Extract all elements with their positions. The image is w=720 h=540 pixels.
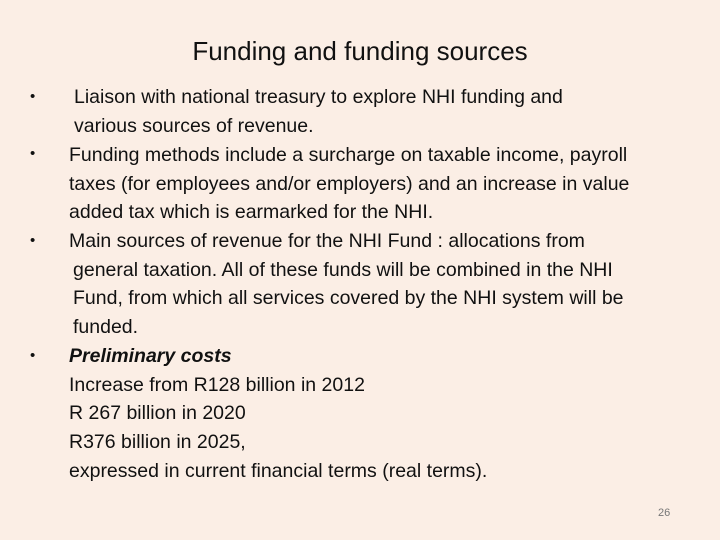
bullet-line: Main sources of revenue for the NHI Fund : allocations from xyxy=(69,230,585,252)
bullet-line: various sources of revenue. xyxy=(74,114,314,137)
bullet-line: Liaison with national treasury to explore NHI funding and xyxy=(74,86,563,108)
page-number: 26 xyxy=(658,507,671,519)
bullet-marker: • xyxy=(30,145,36,162)
bullet-line: funded. xyxy=(73,316,139,339)
bullet-text xyxy=(74,83,563,140)
bullet-line: R 267 billion in 2020 xyxy=(69,402,246,425)
bullet-marker: • xyxy=(30,232,36,249)
bullet-marker: • xyxy=(30,88,36,105)
bullet-marker: • xyxy=(30,347,36,364)
bullet-line: Fund, from which all services covered by the NHI system will be xyxy=(73,287,624,310)
bullet-text xyxy=(69,227,624,342)
slide-title: Funding and funding sources xyxy=(192,36,528,66)
bullet-line: R376 billion in 2025, xyxy=(69,431,246,454)
bullet-text xyxy=(69,342,487,486)
bullet-line: general taxation. All of these funds will be combined in the NHI xyxy=(73,258,613,281)
bullet-line: Increase from R128 billion in 2012 xyxy=(69,373,365,396)
bullet-heading: Preliminary costs xyxy=(69,345,232,367)
bullet-text xyxy=(69,141,629,227)
bullet-line: added tax which is earmarked for the NHI. xyxy=(69,201,434,224)
bullet-line: Funding methods include a surcharge on taxable income, payroll xyxy=(69,144,628,166)
bullet-line: expressed in current financial terms (real terms). xyxy=(69,459,488,482)
bullet-line: taxes (for employees and/or employers) and an increase in value xyxy=(69,172,630,195)
